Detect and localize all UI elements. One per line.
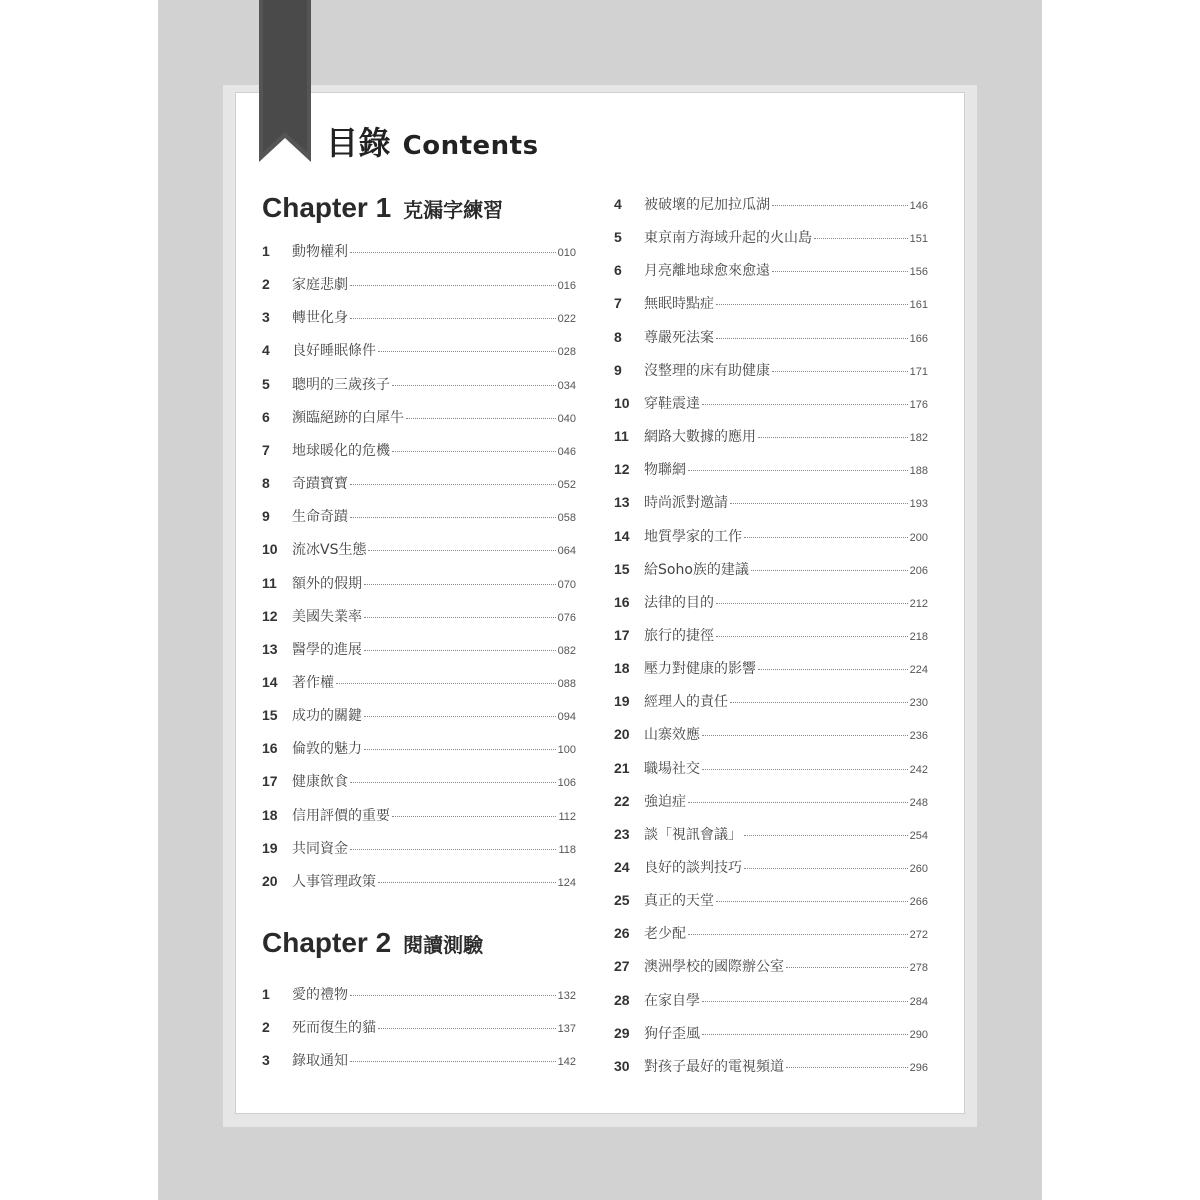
entry-number: 16 [614, 593, 630, 610]
entry-number: 6 [614, 262, 622, 279]
toc-entry[interactable] [614, 724, 928, 744]
entry-title: 錄取通知 [292, 1053, 348, 1069]
toc-entry[interactable] [262, 573, 576, 593]
toc-entry[interactable] [262, 705, 576, 725]
entry-page-number: 171 [909, 365, 928, 378]
entry-title: 地質學家的工作 [644, 528, 742, 545]
dot-leader [744, 868, 908, 869]
entry-title: 良好睡眠條件 [292, 343, 376, 360]
toc-entry[interactable] [614, 592, 928, 612]
entry-page-number: 176 [909, 398, 928, 411]
entry-title: 壓力對健康的影響 [644, 661, 756, 678]
entry-number: 30 [614, 1057, 630, 1074]
toc-entry[interactable] [262, 506, 576, 526]
entry-title: 職場社交 [644, 760, 700, 777]
entry-number: 21 [614, 759, 630, 776]
dot-leader [350, 1061, 556, 1062]
entry-page-number: 206 [909, 564, 928, 577]
entry-number: 10 [614, 394, 630, 411]
toc-entry[interactable] [262, 440, 576, 460]
entry-number: 2 [262, 276, 270, 293]
entry-number: 5 [262, 375, 270, 392]
dot-leader [392, 451, 556, 452]
entry-page-number: 236 [909, 730, 928, 743]
dot-leader [730, 503, 908, 504]
toc-entry[interactable] [262, 1050, 576, 1070]
dot-leader [350, 782, 556, 783]
toc-entry[interactable] [614, 791, 928, 811]
entry-page-number: 118 [558, 843, 576, 856]
dot-leader [716, 338, 908, 339]
entry-number: 12 [262, 607, 278, 624]
entry-title: 法律的目的 [644, 594, 714, 611]
entry-title: 良好的談判技巧 [644, 860, 742, 876]
entry-title: 澳洲學校的國際辦公室 [644, 959, 784, 976]
entry-page-number: 266 [909, 896, 928, 909]
entry-number: 17 [262, 773, 278, 790]
toc-entry[interactable] [614, 1023, 928, 1043]
entry-number: 4 [614, 196, 622, 212]
entry-title: 狗仔歪風 [644, 1025, 700, 1042]
toc-entry[interactable] [614, 956, 928, 976]
dot-leader [688, 802, 908, 803]
page-title [326, 118, 539, 164]
entry-title: 動物權利 [292, 244, 348, 260]
entry-title: 尊嚴死法案 [644, 329, 714, 346]
entry-page-number: 224 [909, 664, 928, 677]
entry-number: 15 [262, 707, 278, 724]
entry-number: 14 [614, 527, 630, 544]
entry-title: 旅行的捷徑 [644, 627, 714, 644]
entry-page-number: 137 [557, 1023, 576, 1035]
dot-leader [702, 769, 908, 770]
dot-leader [814, 238, 908, 239]
entry-page-number: 010 [557, 247, 576, 259]
entry-page-number: 230 [909, 697, 928, 710]
toc-entry[interactable] [262, 1017, 576, 1037]
toc-entry[interactable] [614, 492, 928, 512]
dot-leader [378, 882, 556, 883]
entry-title: 被破壞的尼加拉瓜湖 [644, 197, 770, 213]
dot-leader [702, 735, 908, 736]
entry-page-number: 212 [909, 597, 928, 610]
toc-entry[interactable] [614, 393, 928, 413]
dot-leader [772, 205, 908, 206]
dot-leader [350, 484, 556, 485]
entry-number: 29 [614, 1024, 630, 1041]
entry-page-number: 278 [909, 962, 928, 975]
dot-leader [364, 749, 556, 750]
entry-number: 16 [262, 740, 278, 757]
entry-page-number: 076 [557, 611, 576, 624]
entry-title: 地球暖化的危機 [292, 442, 390, 459]
toc-entry[interactable] [614, 227, 928, 247]
entry-title: 經理人的責任 [644, 694, 728, 711]
entry-title: 共同資金 [292, 840, 348, 857]
page-title-zh: 目錄 [326, 124, 392, 162]
entry-page-number: 028 [557, 346, 576, 359]
toc-entry[interactable] [262, 805, 576, 825]
dot-leader [350, 849, 556, 850]
toc-entry[interactable] [614, 923, 928, 943]
dot-leader [744, 835, 908, 836]
entry-title: 時尚派對邀請 [644, 495, 728, 512]
entry-page-number: 188 [909, 465, 928, 478]
toc-entry[interactable] [614, 990, 928, 1010]
entry-number: 12 [614, 461, 630, 478]
entry-number: 3 [262, 309, 270, 326]
entry-number: 28 [614, 991, 630, 1008]
toc-entry[interactable] [262, 539, 576, 559]
toc-entry[interactable] [262, 307, 576, 327]
entry-number: 15 [614, 560, 630, 577]
entry-number: 1 [262, 243, 270, 259]
entry-title: 穿鞋震達 [644, 395, 700, 412]
entry-page-number: 242 [909, 763, 928, 776]
dot-leader [786, 1067, 908, 1068]
entry-number: 25 [614, 892, 630, 909]
toc-entry[interactable] [262, 738, 576, 758]
entry-title: 轉世化身 [292, 310, 348, 327]
entry-title: 物聯網 [644, 462, 686, 479]
entry-page-number: 106 [557, 777, 576, 790]
dot-leader [688, 470, 908, 471]
entry-title: 老少配 [644, 926, 686, 943]
toc-entry[interactable] [614, 459, 928, 479]
entry-number: 20 [262, 872, 278, 889]
dot-leader [730, 702, 908, 703]
entry-number: 6 [262, 408, 270, 425]
entry-number: 11 [262, 574, 277, 591]
dot-leader [392, 385, 556, 386]
entry-page-number: 064 [557, 545, 576, 558]
entry-number: 1 [262, 986, 270, 1002]
entry-title: 談「視訊會議」 [644, 826, 742, 843]
entry-title: 對孩子最好的電視頻道 [644, 1058, 784, 1075]
toc-entry[interactable] [262, 984, 576, 1004]
entry-number: 8 [262, 475, 270, 492]
entry-number: 9 [262, 508, 270, 525]
toc-entry[interactable] [614, 1056, 928, 1076]
dot-leader [744, 537, 908, 538]
dot-leader [336, 683, 556, 684]
toc-entry[interactable] [262, 274, 576, 294]
chapter-title: 閱讀測驗 [403, 933, 484, 957]
dot-leader [716, 304, 908, 305]
entry-title: 沒整理的床有助健康 [644, 362, 770, 379]
entry-number: 11 [614, 428, 629, 445]
toc-entry[interactable] [262, 672, 576, 692]
entry-number: 13 [262, 640, 278, 657]
entry-page-number: 182 [909, 432, 928, 445]
entry-page-number: 100 [557, 744, 576, 757]
entry-page-number: 022 [557, 313, 576, 326]
toc-entry[interactable] [262, 838, 576, 858]
toc-entry[interactable] [614, 426, 928, 446]
toc-entry[interactable] [262, 606, 576, 626]
entry-number: 17 [614, 626, 630, 643]
entry-page-number: 094 [557, 711, 576, 724]
entry-title: 真正的天堂 [644, 893, 714, 910]
dot-leader [378, 351, 556, 352]
entry-page-number: 058 [557, 512, 576, 525]
dot-leader [368, 550, 555, 551]
entry-page-number: 046 [557, 445, 576, 458]
entry-number: 23 [614, 825, 630, 842]
toc-entry[interactable] [614, 526, 928, 546]
dot-leader [702, 404, 908, 405]
entry-page-number: 218 [909, 630, 928, 643]
dot-leader [350, 517, 556, 518]
entry-page-number: 284 [909, 995, 928, 1008]
toc-entry[interactable] [262, 639, 576, 659]
toc-entry[interactable] [614, 658, 928, 678]
entry-title: 流冰VS生態 [292, 542, 367, 559]
entry-title: 網路大數據的應用 [644, 429, 756, 446]
entry-number: 27 [614, 958, 630, 975]
dot-leader [758, 669, 908, 670]
entry-title: 家庭悲劇 [292, 277, 348, 294]
entry-page-number: 200 [909, 531, 928, 544]
entry-page-number: 290 [909, 1028, 928, 1041]
toc-entry[interactable] [262, 340, 576, 360]
entry-number: 8 [614, 328, 622, 345]
entry-title: 無眠時點症 [644, 296, 714, 313]
entry-number: 7 [262, 441, 270, 458]
dot-leader [772, 271, 908, 272]
entry-page-number: 146 [909, 200, 928, 212]
entry-page-number: 161 [909, 299, 928, 312]
toc-entry[interactable] [614, 857, 928, 877]
dot-leader [702, 1034, 908, 1035]
entry-title: 著作權 [292, 674, 334, 691]
toc-entry[interactable] [614, 625, 928, 645]
entry-page-number: 040 [557, 412, 576, 425]
entry-page-number: 151 [909, 233, 928, 246]
toc-entry[interactable] [614, 824, 928, 844]
toc-entry[interactable] [614, 260, 928, 280]
entry-title: 死而復生的貓 [292, 1020, 376, 1036]
entry-page-number: 082 [557, 644, 576, 657]
entry-title: 聰明的三歲孩子 [292, 376, 390, 393]
entry-page-number: 166 [909, 332, 928, 345]
entry-page-number: 142 [557, 1056, 576, 1068]
entry-page-number: 112 [558, 810, 576, 823]
entry-title: 月亮離地球愈來愈遠 [644, 263, 770, 280]
dot-leader [350, 285, 556, 286]
toc-entry[interactable] [614, 327, 928, 347]
entry-number: 20 [614, 726, 630, 743]
toc-entry[interactable] [614, 360, 928, 380]
entry-page-number: 088 [557, 677, 576, 690]
dot-leader [772, 371, 908, 372]
toc-entry[interactable] [614, 758, 928, 778]
entry-page-number: 296 [909, 1061, 928, 1074]
entry-number: 26 [614, 925, 630, 942]
entry-title: 信用評價的重要 [292, 807, 390, 824]
dot-leader [786, 967, 908, 968]
entry-title: 成功的關鍵 [292, 708, 362, 725]
bookmark-ribbon-icon [259, 0, 311, 162]
toc-entry[interactable] [262, 374, 576, 394]
entry-title: 在家自學 [644, 992, 700, 1009]
dot-leader [364, 617, 556, 618]
entry-page-number: 052 [557, 479, 576, 492]
entry-title: 強迫症 [644, 793, 686, 810]
dot-leader [688, 934, 908, 935]
entry-title: 東京南方海域升起的火山島 [644, 230, 812, 247]
dot-leader [751, 570, 908, 571]
entry-page-number: 132 [557, 990, 576, 1002]
dot-leader [364, 584, 556, 585]
toc-entry[interactable] [262, 473, 576, 493]
dot-leader [406, 418, 556, 419]
entry-number: 19 [262, 839, 278, 856]
entry-number: 5 [614, 229, 622, 246]
dot-leader [716, 603, 908, 604]
entry-number: 3 [262, 1052, 270, 1068]
entry-number: 19 [614, 693, 630, 710]
entry-title: 額外的假期 [292, 575, 362, 592]
entry-number: 24 [614, 859, 630, 875]
entry-page-number: 156 [909, 266, 928, 279]
toc-entry[interactable] [262, 871, 576, 891]
toc-entry[interactable] [614, 194, 928, 214]
entry-number: 14 [262, 673, 278, 690]
entry-title: 倫敦的魅力 [292, 741, 362, 758]
page-title-en: Contents [402, 131, 539, 161]
toc-entry[interactable] [262, 771, 576, 791]
chapter-label: Chapter 1 [262, 192, 392, 223]
dot-leader [758, 437, 908, 438]
dot-leader [364, 650, 556, 651]
entry-number: 18 [262, 806, 278, 823]
toc-entry[interactable] [262, 407, 576, 427]
entry-page-number: 070 [557, 578, 576, 591]
entry-title: 健康飲食 [292, 774, 348, 791]
toc-entry[interactable] [614, 890, 928, 910]
chapter-2-heading [262, 927, 483, 959]
entry-page-number: 272 [909, 929, 928, 942]
entry-page-number: 254 [909, 829, 928, 842]
entry-page-number: 260 [909, 863, 928, 875]
entry-number: 13 [614, 494, 630, 511]
entry-page-number: 193 [909, 498, 928, 511]
entry-page-number: 034 [557, 379, 576, 392]
entry-title: 瀕臨絕跡的白犀牛 [292, 409, 404, 426]
entry-title: 給Soho族的建議 [644, 561, 749, 578]
entry-page-number: 016 [557, 280, 576, 293]
dot-leader [378, 1028, 556, 1029]
toc-entry[interactable] [614, 559, 928, 579]
dot-leader [350, 995, 556, 996]
entry-page-number: 248 [909, 796, 928, 809]
entry-title: 美國失業率 [292, 608, 362, 625]
entry-number: 2 [262, 1019, 270, 1035]
entry-title: 人事管理政策 [292, 873, 376, 890]
chapter-1-heading [262, 192, 503, 224]
entry-title: 生命奇蹟 [292, 509, 348, 526]
dot-leader [364, 716, 556, 717]
entry-title: 愛的禮物 [292, 987, 348, 1003]
dot-leader [716, 901, 908, 902]
dot-leader [392, 816, 556, 817]
entry-title: 醫學的進展 [292, 641, 362, 658]
entry-number: 10 [262, 541, 278, 558]
entry-number: 9 [614, 361, 622, 378]
chapter-label: Chapter 2 [262, 927, 392, 958]
entry-title: 山寨效應 [644, 727, 700, 744]
dot-leader [350, 252, 556, 253]
entry-number: 4 [262, 342, 270, 359]
chapter-title: 克漏字練習 [403, 198, 504, 222]
dot-leader [350, 318, 556, 319]
entry-page-number: 124 [557, 876, 576, 889]
toc-entry[interactable] [614, 691, 928, 711]
entry-number: 18 [614, 660, 630, 677]
toc-entry[interactable] [614, 293, 928, 313]
entry-number: 22 [614, 792, 630, 809]
dot-leader [702, 1001, 908, 1002]
entry-title: 奇蹟寶寶 [292, 476, 348, 493]
entry-number: 7 [614, 295, 622, 312]
toc-entry[interactable] [262, 241, 576, 261]
dot-leader [716, 636, 908, 637]
